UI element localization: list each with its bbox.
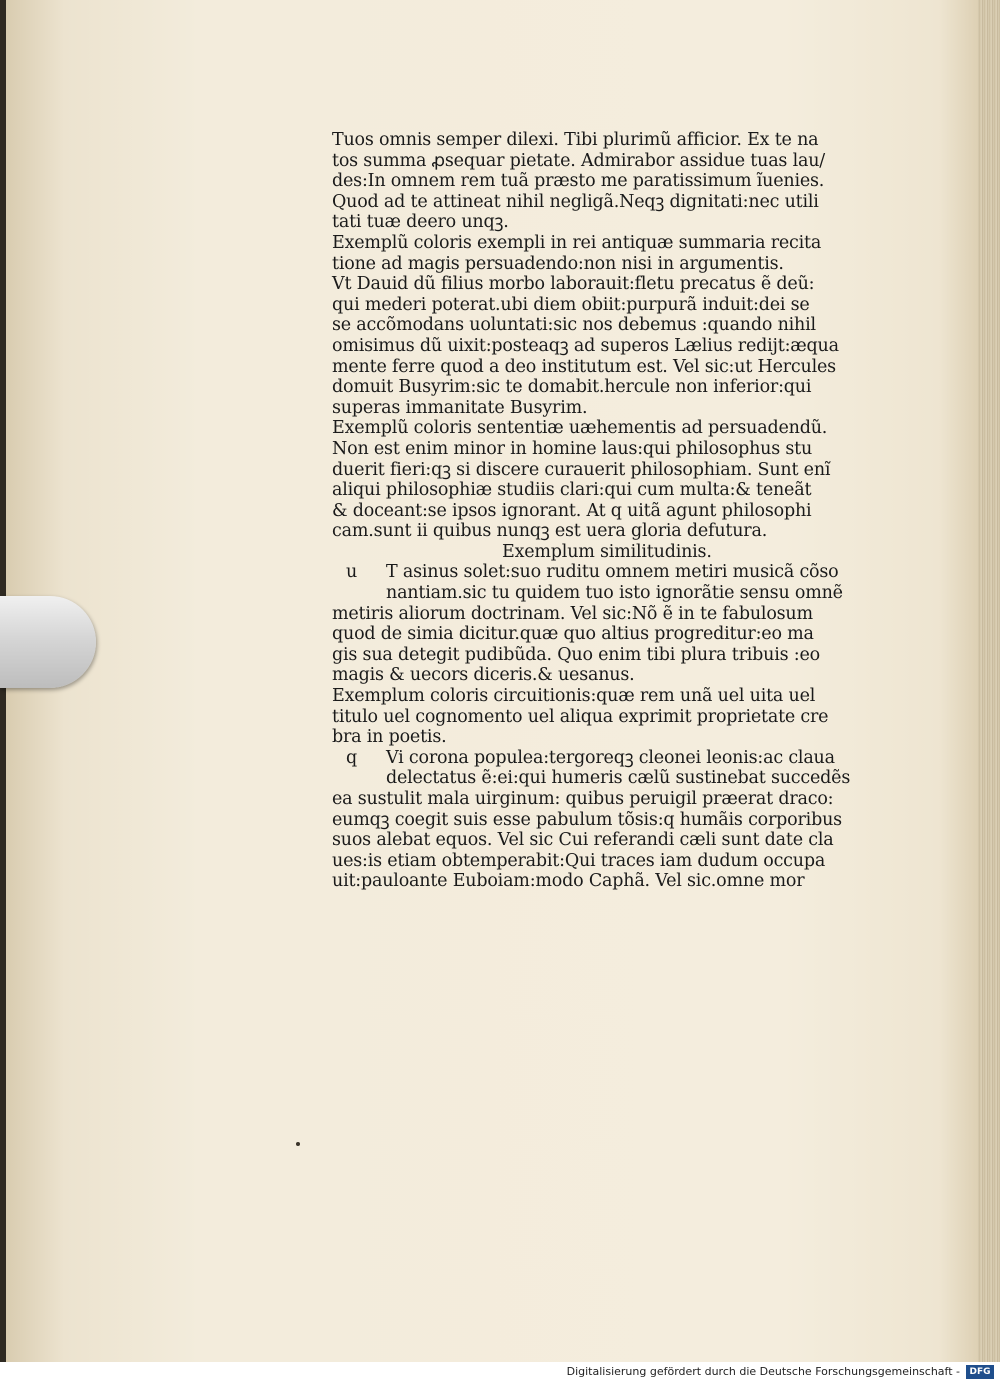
text-line: tos summa ꝓsequar pietate. Admirabor assidue tuas lau/ <box>332 150 825 171</box>
text-line: metiris aliorum doctrinam. Vel sic:Nõ ẽ in te fabulosum <box>332 603 813 624</box>
text-line: tione ad magis persuadendo:non nisi in argumentis. <box>332 253 784 274</box>
paragraph-first-line <box>332 562 912 583</box>
text-line: des:In omnem rem tuã præsto me paratissimum ĩuenies. <box>332 171 825 192</box>
text-line: ues:is etiam obtemperabit:Qui traces iam dudum occupa <box>332 850 826 871</box>
text-line: Exemplũ coloris sententiæ uæhementis ad persuadendũ. <box>332 418 828 439</box>
text-line: Tuos omnis semper dilexi. Tibi plurimũ afficior. Ex te na <box>332 130 819 150</box>
text-line: qui mederi poterat.ubi diem obiit:purpurã induit:dei se <box>332 294 810 315</box>
text-line: Vi corona populea:tergoreqꝫ cleonei leonis:ac claua <box>386 747 835 768</box>
text-line: Exemplũ coloris exempli in rei antiquæ summaria recita <box>332 232 822 253</box>
text-line: suos alebat equos. Vel sic Cui referandi cæli sunt date cla <box>332 830 834 851</box>
text-line: domuit Busyrim:sic te domabit.hercule non inferior:qui <box>332 377 812 398</box>
text-line: bra in poetis. <box>332 727 447 748</box>
text-line: ea sustulit mala uirginum: quibus peruigil præerat draco: <box>332 789 834 809</box>
text-line: & doceant:se ipsos ignorant. At q uitã agunt philosophi <box>332 500 812 521</box>
paragraph-first-line <box>332 748 912 769</box>
text-line: titulo uel cognomento uel aliqua exprimit proprietate cre <box>332 706 829 727</box>
text-line: Quod ad te attineat nihil negligã.Neqꝫ dignitati:nec utili <box>332 191 819 212</box>
text-line: duerit fieri:qꝫ si discere curauerit philosophiam. Sunt enĩ <box>332 459 831 480</box>
text-line: tati tuæ deero unqꝫ. <box>332 212 509 233</box>
text-line: aliqui philosophiæ studiis clari:qui cum multa:& teneãt <box>332 480 812 501</box>
section-heading: Exemplum similitudinis. <box>502 541 712 562</box>
funding-credit: Digitalisierung gefördert durch die Deutsche Forschungsgemeinschaft - <box>566 1365 960 1378</box>
text-line: Vt Dauid dũ filius morbo laborauit:fletu precatus ẽ deũ: <box>332 274 815 295</box>
dfg-logo-icon: DFG <box>966 1365 994 1379</box>
initial-guide-letter: u <box>346 562 358 583</box>
text-line: Exemplum coloris circuitionis:quæ rem unã uel uita uel <box>332 686 816 707</box>
footer-bar <box>0 1362 1000 1383</box>
text-line: mente ferre quod a deo institutum est. Vel sic:ut Hercules <box>332 356 836 377</box>
book-page <box>6 0 978 1362</box>
text-line: quod de simia dicitur.quæ quo altius progreditur:eo ma <box>332 624 814 645</box>
text-line: T asinus solet:suo ruditu omnem metiri musicã cõso <box>386 562 839 583</box>
text-line: cam.sunt ii quibus nunqꝫ est uera gloria defutura. <box>332 521 768 542</box>
text-block <box>332 130 912 892</box>
page-stack-edge <box>978 0 1000 1362</box>
text-line: superas immanitate Busyrim. <box>332 397 588 418</box>
text-line: se accõmodans uoluntati:sic nos debemus :quando nihil <box>332 315 816 336</box>
text-line: Non est enim minor in homine laus:qui philosophus stu <box>332 438 813 459</box>
text-line: eumqꝫ coegit suis esse pabulum tõsis:q humãis corporibus <box>332 809 842 830</box>
book-clamp <box>0 596 96 688</box>
text-line: magis & uecors diceris.& uesanus. <box>332 665 635 686</box>
text-line: nantiam.sic tu quidem tuo isto ignorãtie sensu omnẽ <box>386 583 843 604</box>
text-line: delectatus ẽ:ei:qui humeris cælũ sustinebat succedẽs <box>386 768 851 789</box>
text-line: omisimus dũ uixit:posteaqꝫ ad superos Lælius redijt:æqua <box>332 335 839 356</box>
text-line: gis sua detegit pudibũda. Quo enim tibi plura tribuis :eo <box>332 644 820 665</box>
ink-speck <box>296 1142 300 1146</box>
text-line: uit:pauloante Euboiam:modo Caphã. Vel sic.omne mor <box>332 871 805 892</box>
initial-guide-letter: q <box>346 747 358 768</box>
